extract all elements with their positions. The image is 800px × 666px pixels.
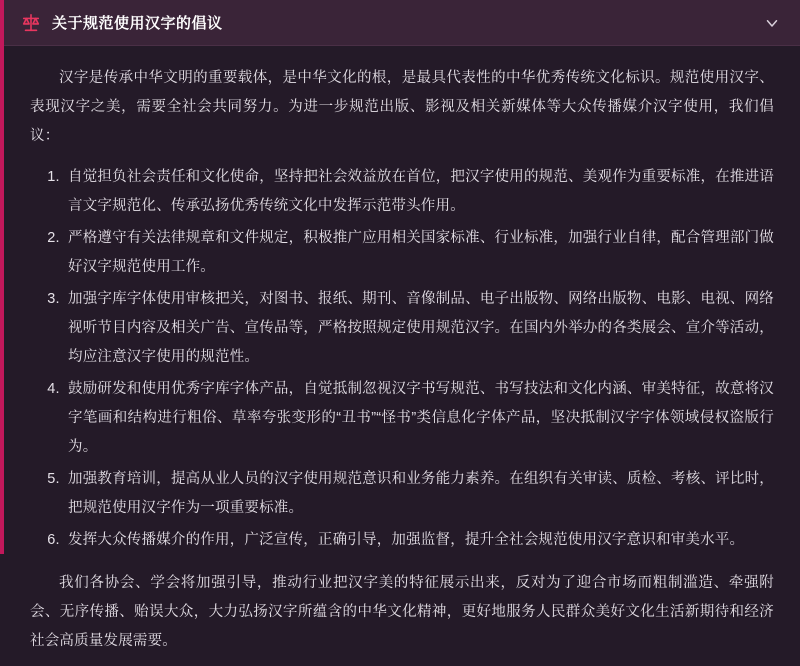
proposal-list (30, 163, 774, 555)
list-item: 1. 自觉担负社会责任和文化使命，坚持把社会效益放在首位，把汉字使用的规范、美观作为重要标准，在推进语言文字规范化、传承弘扬优秀传统文化中发挥示范带头作用。 (64, 163, 774, 221)
card-body (4, 46, 800, 666)
card-title: 关于规范使用汉字的倡议 (52, 15, 223, 32)
card-header[interactable] (4, 0, 800, 46)
closing-paragraph: 我们各协会、学会将加强引导，推动行业把汉字美的特征展示出来，反对为了迎合市场而粗制滥造、牵强附会、无序传播、贻误大众，大力弘扬汉字所蕴含的中华文化精神，更好地服务人民群众美好文化生活新期待和经济社会高质量发展需要。 (30, 575, 774, 649)
balance-scale-icon (20, 12, 42, 34)
intro-paragraph: 汉字是传承中华文明的重要载体，是中华文化的根，是最具代表性的中华优秀传统文化标识。规范使用汉字、表现汉字之美，需要全社会共同努力。为进一步规范出版、影视及相关新媒体等大众传播媒介汉字使用，我们倡议： (30, 70, 774, 144)
list-item: 6. 发挥大众传播媒介的作用，广泛宣传，正确引导，加强监督，提升全社会规范使用汉字意识和审美水平。 (64, 526, 774, 555)
list-item: 5. 加强教育培训，提高从业人员的汉字使用规范意识和业务能力素养。在组织有关审读、质检、考核、评比时，把规范使用汉字作为一项重要标准。 (64, 465, 774, 523)
list-item: 4. 鼓励研发和使用优秀字库字体产品，自觉抵制忽视汉字书写规范、书写技法和文化内涵、审美特征，故意将汉字笔画和结构进行粗俗、草率夸张变形的“丑书”“怪书”类信息化字体产品，坚决抵制汉字字体领域侵权盗版行为。 (64, 375, 774, 462)
list-item: 3. 加强字库字体使用审核把关，对图书、报纸、期刊、音像制品、电子出版物、网络出版物、电影、电视、网络视听节目内容及相关广告、宣传品等，严格按照规定使用规范汉字。在国内外举办的各类展会、宣介等活动，均应注意汉字使用的规范性。 (64, 285, 774, 372)
list-item: 2. 严格遵守有关法律规章和文件规定，积极推广应用相关国家标准、行业标准，加强行业自律，配合管理部门做好汉字规范使用工作。 (64, 224, 774, 282)
chevron-down-icon[interactable] (762, 13, 782, 33)
